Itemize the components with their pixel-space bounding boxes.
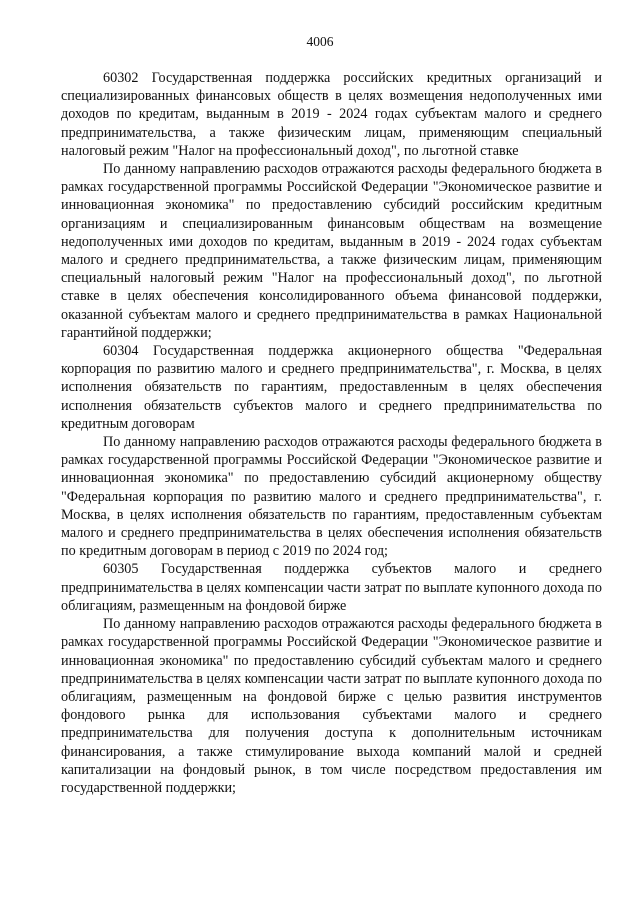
page-number: 4006 [306, 34, 334, 49]
document-body [61, 69, 602, 797]
paragraph-60304-description: По данному направлению расходов отражаются расходы федерального бюджета в рамках государственной программы Российской Федерации "Экономическое развитие и инновационная экономика" по предоставлению субсидий акционерному обществу "Федеральная корпорация по развитию малого и среднего предпринимательства", г. Москва, в целях исполнения обязательств по гарантиям, предоставленным субъектам малого и среднего предпринимательства в целях обеспечения исполнения обязательств по кредитным договорам в период с 2019 по 2024 год; [61, 434, 602, 560]
paragraph-60302-title: 60302 Государственная поддержка российских кредитных организаций и специализированных финансовых обществ в целях возмещения недополученных ими доходов по кредитам, выданным в 2019 - 2024 годах субъектам малого и среднего предпринимательства, а также физическим лицам, применяющим специальный налоговый режим "Налог на профессиональный доход", по льготной ставке [61, 70, 602, 159]
paragraph-60304-title: 60304 Государственная поддержка акционерного общества "Федеральная корпорация по развитию малого и среднего предпринимательства", г. Москва, в целях исполнения обязательств по гарантиям, предоставленным в целях обеспечения исполнения обязательств субъектов малого и среднего предпринимательства по кредитным договорам [61, 343, 602, 432]
paragraph-60305-title: 60305 Государственная поддержка субъектов малого и среднего предпринимательства в целях компенсации части затрат по выплате купонного дохода по облигациям, размещенным на фондовой бирже [61, 561, 602, 614]
paragraph-60305-description: По данному направлению расходов отражаются расходы федерального бюджета в рамках государственной программы Российской Федерации "Экономическое развитие и инновационная экономика" по предоставлению субсидий субъектам малого и среднего предпринимательства в целях компенсации части затрат по выплате купонного дохода по облигациям, размещенным на фондовой бирже с целью развития инструментов фондового рынка для использования субъектами малого и среднего предпринимательства для получения доступа к дополнительным источникам финансирования, а также стимулирование выхода компаний малой и средней капитализации на фондовый рынок, в том числе посредством предоставления им государственной поддержки; [61, 616, 602, 796]
paragraph-60302-description: По данному направлению расходов отражаются расходы федерального бюджета в рамках государственной программы Российской Федерации "Экономическое развитие и инновационная экономика" по предоставлению субсидий российским кредитным организациям и специализированным финансовым обществам на возмещение недополученных ими доходов по кредитам, выданным в 2019 - 2024 годах субъектам малого и среднего предпринимательства, а также физическим лицам, применяющим специальный налоговый режим "Налог на профессиональный доход", по льготной ставке в целях обеспечения консолидированного объема финансовой поддержки, оказанной субъектам малого и среднего предпринимательства в рамках Национальной гарантийной поддержки; [61, 161, 602, 341]
